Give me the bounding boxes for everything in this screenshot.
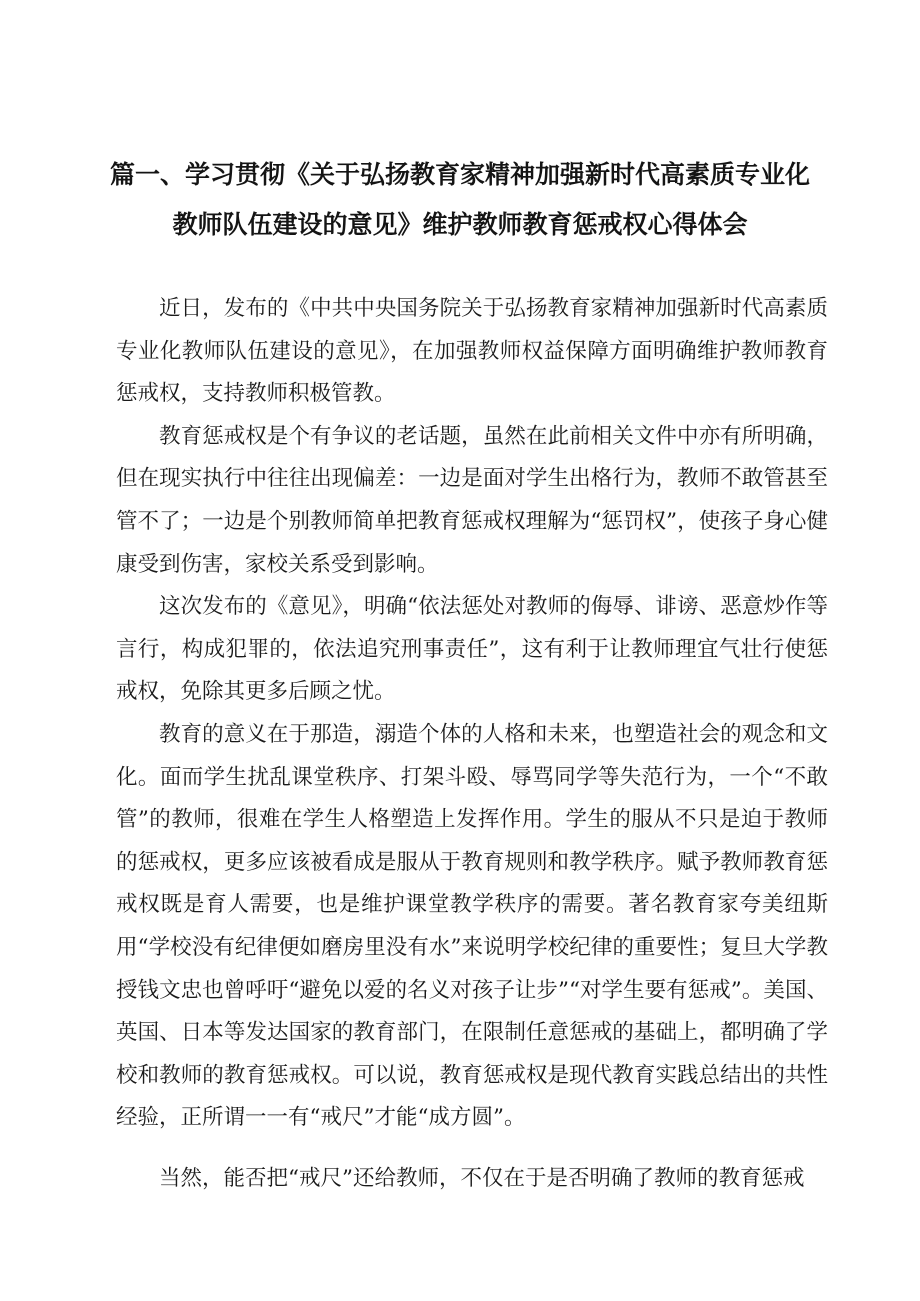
title-line-2: 教师队伍建设的意见》维护教师教育惩戒权心得体会 xyxy=(172,210,748,239)
paragraph-1: 近日，发布的《中共中央国务院关于弘扬教育家精神加强新时代高素质专业化教师队伍建设的意见》，在加强教师权益保障方面明确维护教师教育惩戒权，支持教师积极管教。 xyxy=(116,296,828,407)
document-body xyxy=(116,288,828,1200)
paragraph-5: 当然，能否把“戒尺”还给教师，不仅在于是否明确了教师的教育惩戒 xyxy=(159,1165,805,1191)
document-title xyxy=(110,150,810,250)
paragraph-3: 这次发布的《意见》，明确“依法惩处对教师的侮辱、诽谤、恶意炒作等言行，构成犯罪的，依法追究刑事责任”，这有利于让教师理宜气壮行使惩戒权，免除其更多后顾之忧。 xyxy=(116,594,828,705)
paragraph-2: 教育惩戒权是个有争议的老话题，虽然在此前相关文件中亦有所明确，但在现实执行中往往出现偏差：一边是面对学生出格行为，教师不敢管甚至管不了；一边是个别教师简单把教育惩戒权理解为“惩罚权”，使孩子身心健康受到伤害，家校关系受到影响。 xyxy=(116,423,828,577)
title-line-1: 篇一、学习贯彻《关于弘扬教育家精神加强新时代高素质专业化 xyxy=(110,160,811,189)
paragraph-4: 教育的意义在于那造，溺造个体的人格和未来，也塑造社会的观念和文化。面而学生扰乱课堂秩序、打架斗殴、辱骂同学等失范行为，一个“不敢管”的教师，很难在学生人格塑造上发挥作用。学生的服从不只是迫于教师的惩戒权，更多应该被看成是服从于教育规则和教学秩序。赋予教师教育惩戒权既是育人需要，也是维护课堂教学秩序的需要。著名教育家夸美纽斯用“学校没有纪律便如磨房里没有水”来说明学校纪律的重要性；复旦大学教授钱文忠也曾呼吁“避免以爱的名义对孩子让步”“对学生要有惩戒”。美国、英国、日本等发达国家的教育部门，在限制任意惩戒的基础上，都明确了学校和教师的教育惩戒权。可以说，教育惩戒权是现代教育实践总结出的共性经验，正所谓一一有“戒尺”才能“成方圆”。 xyxy=(116,721,828,1131)
